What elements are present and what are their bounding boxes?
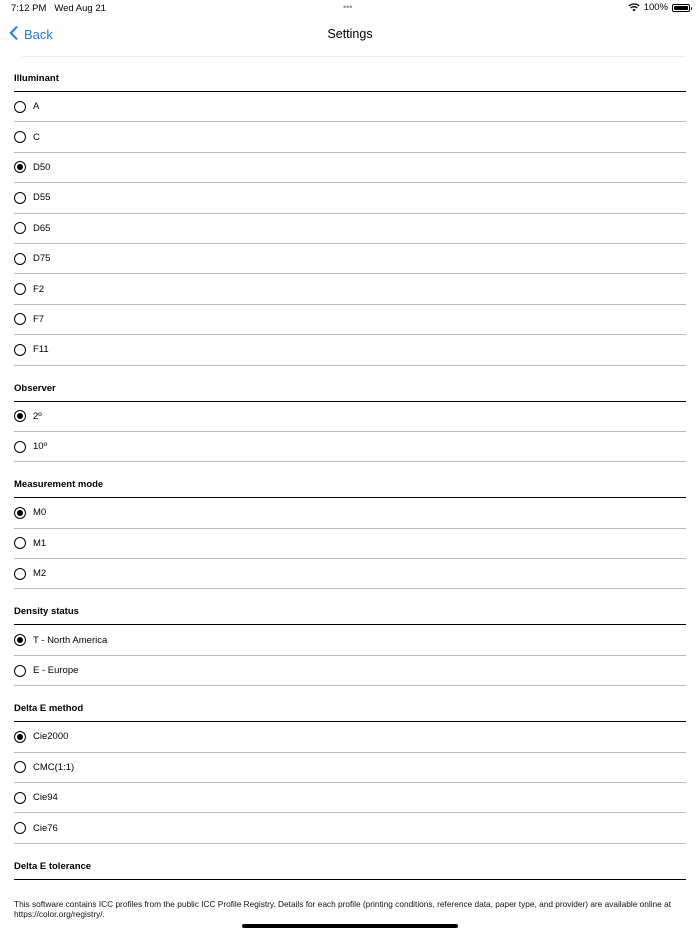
radio-unchecked-icon[interactable] bbox=[14, 344, 26, 356]
radio-unchecked-icon[interactable] bbox=[14, 441, 26, 453]
radio-unchecked-icon[interactable] bbox=[14, 222, 26, 234]
radio-checked-icon[interactable] bbox=[14, 731, 26, 743]
radio-unchecked-icon[interactable] bbox=[14, 665, 26, 677]
status-time: 7:12 PM Wed Aug 21 bbox=[11, 3, 106, 14]
back-button-label: Back bbox=[24, 27, 53, 42]
radio-option-label: C bbox=[33, 131, 40, 143]
radio-option[interactable] bbox=[14, 625, 686, 655]
radio-option-label: 2º bbox=[33, 410, 42, 422]
radio-option-label: E - Europe bbox=[33, 665, 79, 677]
radio-unchecked-icon[interactable] bbox=[14, 313, 26, 325]
section-header: Density status bbox=[14, 599, 686, 625]
radio-checked-icon[interactable] bbox=[14, 507, 26, 519]
radio-unchecked-icon[interactable] bbox=[14, 792, 26, 804]
radio-option-label: CMC(1:1) bbox=[33, 761, 75, 773]
radio-checked-icon[interactable] bbox=[14, 634, 26, 646]
radio-option[interactable] bbox=[14, 783, 686, 813]
radio-option[interactable] bbox=[14, 432, 686, 462]
radio-option-label: T - North America bbox=[33, 634, 108, 646]
radio-option-label: Cie76 bbox=[33, 822, 58, 834]
radio-option[interactable] bbox=[14, 753, 686, 783]
radio-option-label: F2 bbox=[33, 283, 45, 295]
radio-option[interactable] bbox=[14, 305, 686, 335]
section-header: Illuminant bbox=[14, 66, 686, 92]
radio-checked-icon[interactable] bbox=[14, 410, 26, 422]
radio-option[interactable] bbox=[14, 274, 686, 304]
radio-option[interactable] bbox=[14, 402, 686, 432]
radio-unchecked-icon[interactable] bbox=[14, 253, 26, 265]
status-bar bbox=[0, 0, 700, 18]
section-header: Delta E tolerance bbox=[14, 854, 686, 880]
battery-icon bbox=[672, 4, 690, 12]
radio-unchecked-icon[interactable] bbox=[14, 761, 26, 773]
radio-option-label: D75 bbox=[33, 253, 51, 265]
registry-notice: This software contains ICC profiles from the public ICC Profile Registry. Details for each profile (printing conditions, reference data, paper type, and provider) are available online at https://color.org/registry/. bbox=[14, 899, 672, 919]
radio-option-label: M1 bbox=[33, 537, 47, 549]
section-gap bbox=[14, 366, 686, 376]
radio-option-label: F11 bbox=[33, 344, 49, 356]
radio-option-label: D65 bbox=[33, 222, 51, 234]
radio-option[interactable] bbox=[14, 529, 686, 559]
radio-checked-icon[interactable] bbox=[14, 161, 26, 173]
radio-option[interactable] bbox=[14, 183, 686, 213]
section-gap bbox=[14, 686, 686, 696]
radio-option[interactable] bbox=[14, 244, 686, 274]
radio-option-label: M0 bbox=[33, 507, 47, 519]
radio-unchecked-icon[interactable] bbox=[14, 822, 26, 834]
radio-option-label: D50 bbox=[33, 161, 51, 173]
section-gap bbox=[14, 589, 686, 599]
radio-option-label: M2 bbox=[33, 568, 47, 580]
radio-option[interactable] bbox=[14, 335, 686, 365]
radio-option[interactable] bbox=[14, 559, 686, 589]
radio-option-label: 10º bbox=[33, 441, 48, 453]
section-header: Observer bbox=[14, 376, 686, 402]
home-indicator[interactable] bbox=[242, 924, 458, 928]
status-indicators bbox=[628, 2, 690, 13]
radio-unchecked-icon[interactable] bbox=[14, 537, 26, 549]
battery-percent: 100% bbox=[643, 2, 668, 13]
settings-list bbox=[14, 66, 686, 880]
radio-unchecked-icon[interactable] bbox=[14, 283, 26, 295]
radio-option-label: Cie94 bbox=[33, 792, 58, 804]
radio-option[interactable] bbox=[14, 722, 686, 752]
page-title: Settings bbox=[327, 27, 373, 41]
radio-unchecked-icon[interactable] bbox=[14, 101, 26, 113]
section-gap bbox=[14, 462, 686, 472]
section-gap bbox=[14, 844, 686, 854]
radio-option-label: Cie2000 bbox=[33, 731, 69, 743]
radio-option[interactable] bbox=[14, 498, 686, 528]
radio-option[interactable] bbox=[14, 813, 686, 843]
radio-option[interactable] bbox=[14, 153, 686, 183]
radio-unchecked-icon[interactable] bbox=[14, 192, 26, 204]
radio-option-label: F7 bbox=[33, 313, 45, 325]
radio-option[interactable] bbox=[14, 92, 686, 122]
multitasking-dots-icon[interactable]: ••• bbox=[343, 2, 353, 12]
radio-option[interactable] bbox=[14, 214, 686, 244]
wifi-icon bbox=[628, 3, 640, 12]
radio-option-label: D55 bbox=[33, 192, 51, 204]
radio-unchecked-icon[interactable] bbox=[14, 131, 26, 143]
section-header: Delta E method bbox=[14, 696, 686, 722]
section-header: Measurement mode bbox=[14, 472, 686, 498]
radio-unchecked-icon[interactable] bbox=[14, 568, 26, 580]
nav-divider bbox=[22, 56, 686, 57]
radio-option[interactable] bbox=[14, 122, 686, 152]
radio-option[interactable] bbox=[14, 656, 686, 686]
radio-option-label: A bbox=[33, 101, 40, 113]
navigation-bar bbox=[0, 18, 700, 56]
